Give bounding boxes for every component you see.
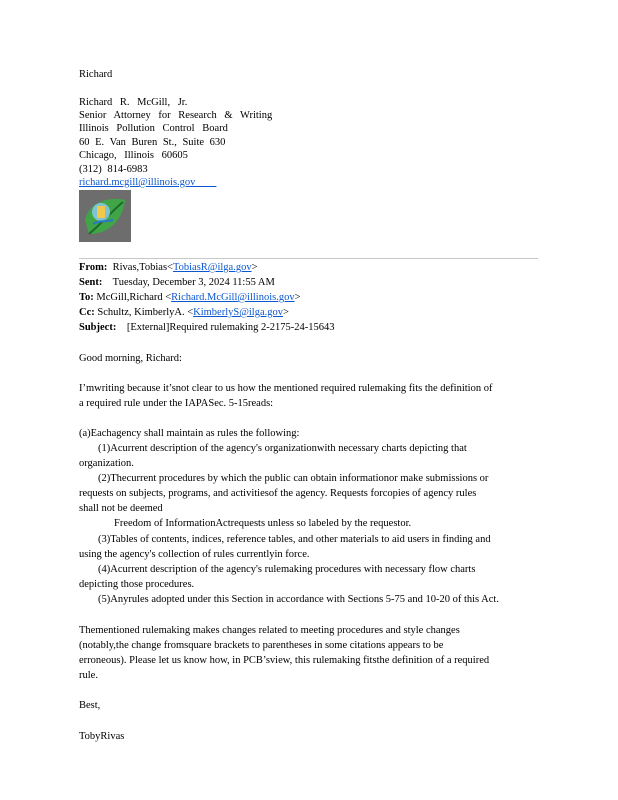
to-label: To:: [79, 292, 94, 303]
quote-item-1-line-1: (1)Acurrent description of the agency's organizationwith necessary charts depicting that: [98, 443, 467, 454]
quote-item-2-line-4: Freedom of InformationActrequests unless so labeled by the requestor.: [114, 518, 412, 529]
greeting: Good morning, Richard:: [79, 353, 182, 364]
closing: Best,: [79, 700, 101, 711]
body-paragraph-1-line-1: I’mwriting because it’snot clear to us how the mentioned required rulemaking fits the definition of: [79, 383, 493, 394]
quote-a: (a)Eachagency shall maintain as rules the following:: [79, 428, 300, 439]
signature-email-row: [79, 177, 216, 189]
signature-address1: 60 E. Van Buren St., Suite 630: [79, 137, 226, 148]
subject-row: [79, 322, 334, 334]
quote-item-2-line-1: (2)Thecurrent procedures by which the public can obtain informationor make submissions or: [98, 473, 489, 484]
quote-item-4-line-1: (4)Acurrent description of the agency's rulemaking procedures with necessary flow charts: [98, 564, 476, 575]
signature-title: Senior Attorney for Research & Writing: [79, 110, 273, 121]
to-row: To: McGill,Richard <Richard.McGill@illinois.gov>: [79, 292, 301, 303]
quote-item-3-line-2: using the agency's collection of rules currentlyin force.: [79, 549, 310, 560]
from-label: From:: [79, 262, 108, 273]
signature-phone: (312) 814-6983: [79, 164, 148, 175]
subject-value: [External]Required rulemaking 2-2175-24-15643: [126, 322, 335, 333]
body-paragraph-2-line-3: erroneous). Please let us know how, in PCB’sview, this rulemaking fitsthe definition of a required: [79, 655, 490, 666]
signature-full-name: Richard R. McGill, Jr.: [79, 97, 188, 108]
sent-row: [79, 277, 275, 289]
sent-value: Tuesday, December 3, 2024 11:55 AM: [112, 277, 275, 288]
leaf-icon: [79, 190, 131, 242]
body-paragraph-2-line-2: (notably,the change fromsquare brackets to parentheses in some citations appears to be: [79, 640, 444, 651]
sender-name: TobyRivas: [79, 731, 125, 742]
cc-name: Schultz, KimberlyA.: [97, 307, 185, 318]
body-paragraph-2-line-1: Thementioned rulemaking makes changes related to meeting procedures and style changes: [79, 625, 460, 636]
quote-item-2-line-3: shall not be deemed: [79, 503, 163, 514]
to-email-link[interactable]: Richard.McGill@illinois.gov: [171, 292, 295, 303]
quote-item-3-line-1: (3)Tables of contents, indices, reference tables, and other materials to aid users in finding and: [98, 534, 491, 545]
from-email-link[interactable]: TobiasR@ilga.gov: [172, 262, 252, 273]
quote-item-4-line-2: depicting those procedures.: [79, 579, 195, 590]
signature-address2: Chicago, Illinois 60605: [79, 150, 188, 161]
to-name: McGill,Richard: [96, 292, 163, 303]
quote-item-5-line-1: (5)Anyrules adopted under this Section in accordance with Sections 5-75 and 10-20 of this Act.: [98, 594, 499, 605]
cc-email-link[interactable]: KimberlyS@ilga.gov: [193, 307, 283, 318]
subject-label: Subject:: [79, 322, 117, 333]
from-name: Rivas,Tobias: [112, 262, 168, 273]
header-divider: [79, 258, 538, 259]
signature-org: Illinois Pollution Control Board: [79, 123, 228, 134]
body-paragraph-1-line-2: a required rule under the IAPASec. 5-15reads:: [79, 398, 274, 409]
sent-label: Sent:: [79, 277, 103, 288]
cc-row: Cc: Schultz, KimberlyA. <KimberlyS@ilga.gov>: [79, 307, 289, 318]
from-row: From: Rivas,Tobias<TobiasR@ilga.gov>: [79, 262, 258, 273]
quote-item-1-line-2: organization.: [79, 458, 134, 469]
signature-email-link[interactable]: richard.mcgill@illinois.gov: [79, 177, 196, 188]
illinois-pollution-control-board-logo: [79, 190, 131, 242]
signature-first-name: Richard: [79, 69, 113, 80]
quote-item-2-line-2: requests on subjects, programs, and activitiesof the agency. Requests forcopies of agency rules: [79, 488, 477, 499]
cc-label: Cc:: [79, 307, 95, 318]
body-paragraph-2-line-4: rule.: [79, 670, 98, 681]
